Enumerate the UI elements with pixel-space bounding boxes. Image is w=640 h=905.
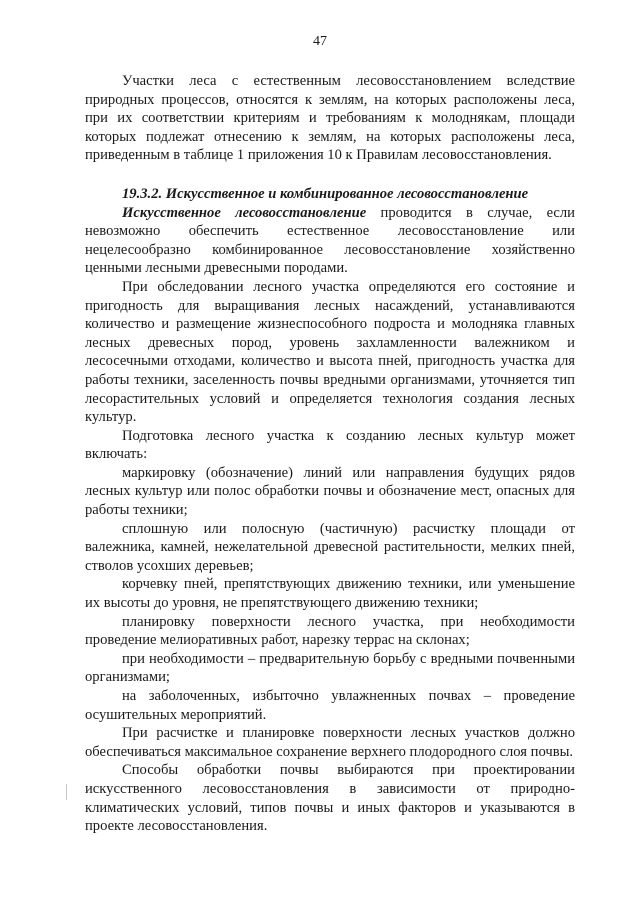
definition-paragraph [85, 204, 575, 278]
list-item: при необходимости – предварительную борьбу с вредными почвенными организмами; [85, 650, 575, 686]
list-item: маркировку (обозначение) линий или направления будущих рядов лесных культур или полос обработки почвы и обозначение мест, опасных для работы техники; [85, 464, 575, 519]
clearing-paragraph: При расчистке и планировке поверхности лесных участков должно обеспечиваться максимальное сохранение верхнего плодородного слоя почвы. [85, 725, 575, 760]
section-heading: 19.3.2. Искусственное и комбинированное лесовосстановление [122, 185, 529, 202]
scan-margin-mark [66, 784, 67, 800]
definition-text: проводится в случае, если невозможно обеспечить естественное лесовосстановление или нецелесообразно комбинированное лесовосстановление хозяйственно ценными лесными древесными породами. [85, 204, 575, 277]
list-item: корчевку пней, препятствующих движению техники, или уменьшение их высоты до уровня, не препятствующего движению техники; [85, 576, 575, 612]
preparation-intro: Подготовка лесного участка к созданию лесных культур может включать: [85, 427, 575, 463]
list-item: на заболоченных, избыточно увлажненных почвах – проведение осушительных мероприятий. [85, 688, 575, 723]
page-number: 47 [313, 34, 327, 49]
survey-paragraph: При обследовании лесного участка определяются его состояние и пригодность для выращивания лесных насаждений, устанавливаются количество и размещение жизнеспособного подроста и молодняка главных лесных древесных пород, уровень захламленности валежником и лесосечными отходами, количество и высота пней, пригодность участка для работы техники, заселенность почвы вредными организмами, уточняется тип лесорастительных условий и определяется технология создания лесных культур. [85, 278, 575, 426]
list-item: планировку поверхности лесного участка, при необходимости проведение мелиоративных работ, нарезку террас на склонах; [85, 613, 575, 649]
defined-term: Искусственное лесовосстановление [122, 204, 367, 221]
intro-paragraph: Участки леса с естественным лесовосстановлением вследствие природных процессов, относятся к землям, на которых расположены леса, при их соответствии критериям и требованиям к молоднякам, площади которых подлежат отнесению к землям, на которых расположены леса, приведенным в таблице 1 приложения 10 к Правилам лесовосстановления. [85, 73, 575, 164]
list-item: сплошную или полосную (частичную) расчистку площади от валежника, камней, нежелательной древесной растительности, мелких пней, стволов усохших деревьев; [85, 520, 575, 574]
document-body [85, 72, 575, 836]
tillage-paragraph: Способы обработки почвы выбираются при проектировании искусственного лесовосстановления в зависимости от природно-климатических условий, типов почвы и иных факторов и указываются в проекте лесовосстановления. [85, 762, 575, 835]
